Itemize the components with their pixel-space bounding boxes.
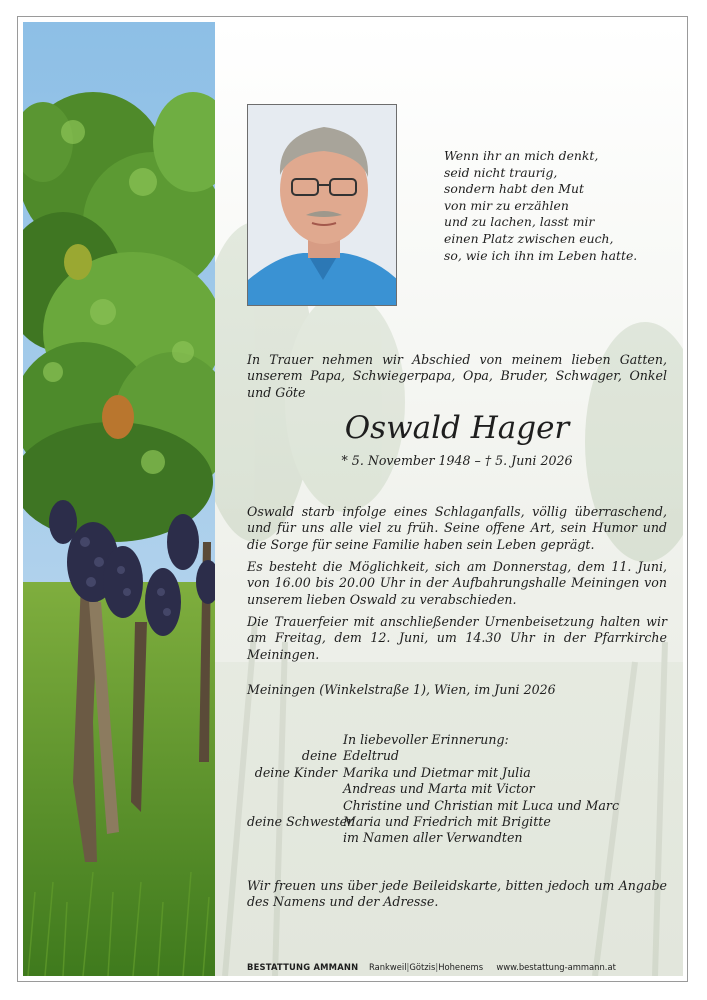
poem-line: so, wie ich ihn im Leben hatte.	[444, 247, 638, 263]
family-relation: deine Schwester	[247, 814, 354, 830]
family-heading-row	[247, 732, 677, 748]
paragraph-death: Oswald starb infolge eines Schlaganfalls, völlig überraschend, und für uns alle viel zu früh. Seine offene Art, sein Humor und die Sorge für seine Familie haben sein Leben geprägt.	[247, 504, 667, 552]
poem-line: einen Platz zwischen euch,	[444, 230, 614, 246]
family-relation: deine Kinder	[254, 764, 337, 780]
family-row	[247, 830, 677, 846]
poem	[444, 148, 674, 264]
family-relation	[247, 830, 343, 846]
family-relation	[247, 781, 343, 797]
family-row	[247, 814, 677, 830]
family-row	[247, 765, 677, 781]
family-row	[247, 781, 677, 797]
paragraph-viewing: Es besteht die Möglichkeit, sich am Donnerstag, dem 11. Juni, von 16.00 bis 20.00 Uhr in der Aufbahrungshalle Meiningen von unserem lieben Oswald zu verabschieden.	[247, 559, 667, 607]
footer-brand: BESTATTUNG AMMANN	[247, 962, 359, 972]
footer-location: Hohenems	[438, 962, 484, 972]
closing-note: Wir freuen uns über jede Beileidskarte, bitten jedoch um Angabe des Namens und der Adresse.	[247, 878, 667, 910]
family-names: Andreas und Marta mit Victor	[343, 781, 535, 797]
footer-location: Götzis	[409, 962, 436, 972]
paragraph-funeral: Die Trauerfeier mit anschließender Urnenbeisetzung halten wir am Freitag, dem 12. Juni, um 14.30 Uhr in der Pfarrkirche Meiningen.	[247, 614, 667, 662]
obituary-card	[23, 22, 683, 976]
family-names: Christine und Christian mit Luca und Marc	[343, 797, 620, 813]
portrait-photo	[247, 104, 397, 306]
life-dates: * 5. November 1948 – † 5. Juni 2026	[341, 453, 573, 468]
family-relation: deine	[301, 748, 337, 764]
place-date: Meiningen (Winkelstraße 1), Wien, im Juni 2026	[247, 682, 556, 697]
family-row	[247, 748, 677, 764]
family-names: Edeltrud	[343, 748, 399, 764]
family-heading: In liebevoller Erinnerung:	[343, 732, 509, 747]
family-list	[247, 732, 677, 847]
poem-line: seid nicht traurig,	[444, 164, 558, 180]
family-names: Marika und Dietmar mit Julia	[343, 764, 531, 780]
poem-line: Wenn ihr an mich denkt,	[444, 148, 599, 163]
footer-location: Rankweil	[368, 962, 407, 972]
family-names: Maria und Friedrich mit Brigitte	[343, 814, 551, 830]
footer: BESTATTUNG AMMANN Rankweil|Götzis|Hohenems www.bestattung-ammann.at	[247, 962, 616, 972]
footer-website[interactable]: www.bestattung-ammann.at	[496, 962, 616, 972]
poem-line: sondern habt den Mut	[444, 181, 584, 197]
vineyard-photo	[23, 22, 215, 976]
family-relation	[247, 798, 343, 814]
family-names: im Namen aller Verwandten	[343, 830, 523, 846]
poem-line: von mir zu erzählen	[444, 197, 569, 213]
family-row	[247, 798, 677, 814]
poem-line: und zu lachen, lasst mir	[444, 214, 595, 230]
intro-text: In Trauer nehmen wir Abschied von meinem lieben Gatten, unserem Papa, Schwiegerpapa, Opa, Bruder, Schwager, Onkel und Göte	[247, 352, 667, 400]
deceased-name: Oswald Hager	[344, 410, 570, 446]
